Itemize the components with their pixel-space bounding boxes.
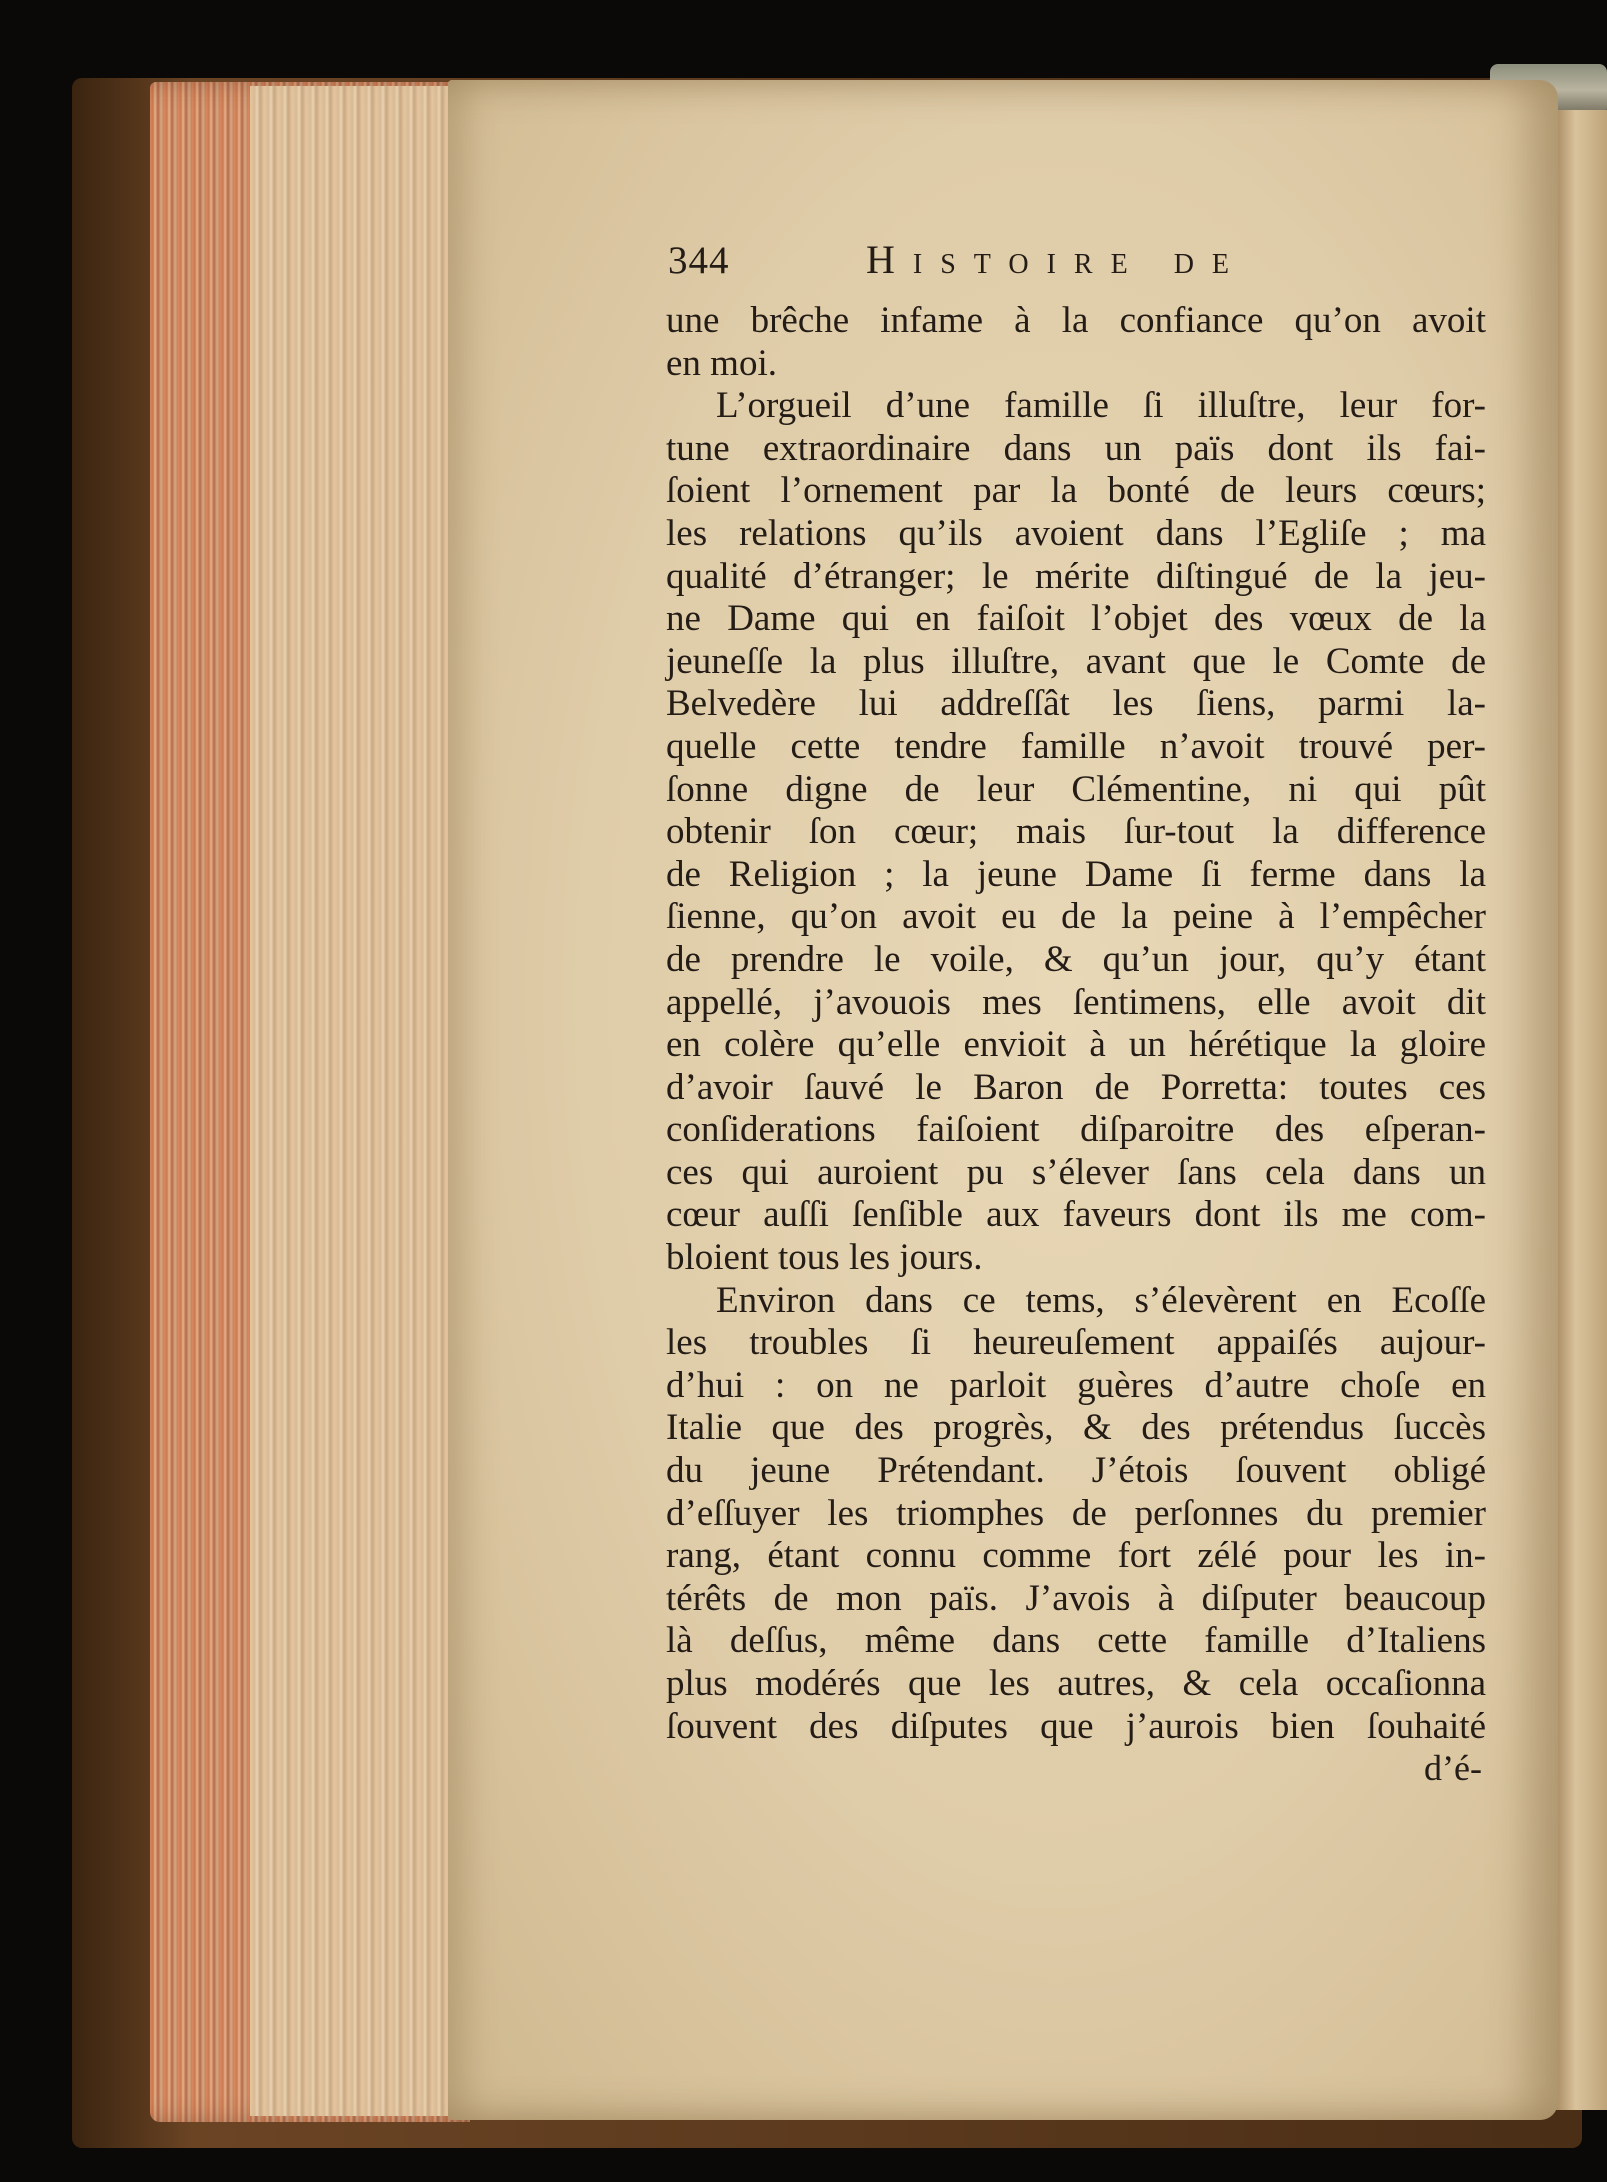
text-line: Belvedère lui addreſſât les ſiens, parmi la- [666, 683, 1486, 725]
text-line: rang, étant connu comme fort zélé pour les in- [666, 1535, 1486, 1577]
text-line: ſienne, qu’on avoit eu de la peine à l’empêcher [666, 896, 1486, 938]
text-line: les relations qu’ils avoient dans l’Egliſe ; ma [666, 512, 1486, 554]
text-line: en colère qu’elle envioit à un hérétique la gloire [666, 1024, 1486, 1066]
text-line: L’orgueil d’une famille ſi illuſtre, leur for- [716, 385, 1486, 427]
text-line: ces qui auroient pu s’élever ſans cela dans un [666, 1151, 1486, 1193]
text-line: en moi. [666, 342, 777, 384]
text-line: cœur auſſi ſenſible aux faveurs dont ils me com- [666, 1194, 1486, 1236]
text-line: là deſſus, même dans cette famille d’Italiens [666, 1620, 1486, 1662]
running-title: Histoire de [866, 237, 1248, 282]
text-line: d’eſſuyer les triomphes de perſonnes du premier [666, 1492, 1486, 1534]
text-line: appellé, j’avouois mes ſentimens, elle avoit dit [666, 981, 1486, 1023]
catchword: d’é- [1424, 1748, 1482, 1789]
running-head [666, 236, 1486, 300]
text-line: jeuneſſe la plus illuſtre, avant que le Comte de [666, 640, 1486, 682]
text-line: d’hui : on ne parloit guères d’autre choſe en [666, 1364, 1486, 1406]
text-line: obtenir ſon cœur; mais ſur-tout la difference [666, 811, 1486, 853]
text-line: conſiderations faiſoient diſparoitre des eſperan- [666, 1109, 1486, 1151]
text-line: une brêche infame à la confiance qu’on avoit [666, 300, 1486, 341]
page-number: 344 [668, 239, 730, 282]
text-line: Environ dans ce tems, s’élevèrent en Ecoſſe [716, 1279, 1486, 1321]
text-line: tune extraordinaire dans un païs dont ils fai- [666, 427, 1486, 469]
text-line: quelle cette tendre famille n’avoit trouvé per- [666, 725, 1486, 767]
text-line: qualité d’étranger; le mérite diſtingué de la jeu- [666, 555, 1486, 597]
text-line: Italie que des progrès, & des prétendus ſuccès [666, 1407, 1486, 1449]
text-line: plus modérés que les autres, & cela occaſionna [666, 1663, 1486, 1704]
text-line: ne Dame qui en faiſoit l’objet des vœux de la [666, 598, 1486, 640]
text-line: ſoient l’ornement par la bonté de leurs cœurs; [666, 470, 1486, 512]
text-line: ſonne digne de leur Clémentine, ni qui pût [666, 768, 1486, 810]
text-line: d’avoir ſauvé le Baron de Porretta: toutes ces [666, 1066, 1486, 1108]
facing-page-edge [1555, 110, 1607, 2110]
page-edges-inner [250, 86, 465, 2116]
text-line: bloient tous les jours. [666, 1237, 983, 1279]
text-line: ſouvent des diſputes que j’aurois bien ſouhaité [666, 1705, 1486, 1747]
text-line: de prendre le voile, & qu’un jour, qu’y étant [666, 938, 1486, 980]
text-line: térêts de mon païs. J’avois à diſputer beaucoup [666, 1577, 1486, 1619]
text-line: les troubles ſi heureuſement appaiſés aujour- [666, 1322, 1486, 1364]
page-text [666, 236, 1486, 1788]
text-line: de Religion ; la jeune Dame ſi ferme dans la [666, 853, 1486, 895]
text-line: du jeune Prétendant. J’étois ſouvent obligé [666, 1450, 1486, 1492]
